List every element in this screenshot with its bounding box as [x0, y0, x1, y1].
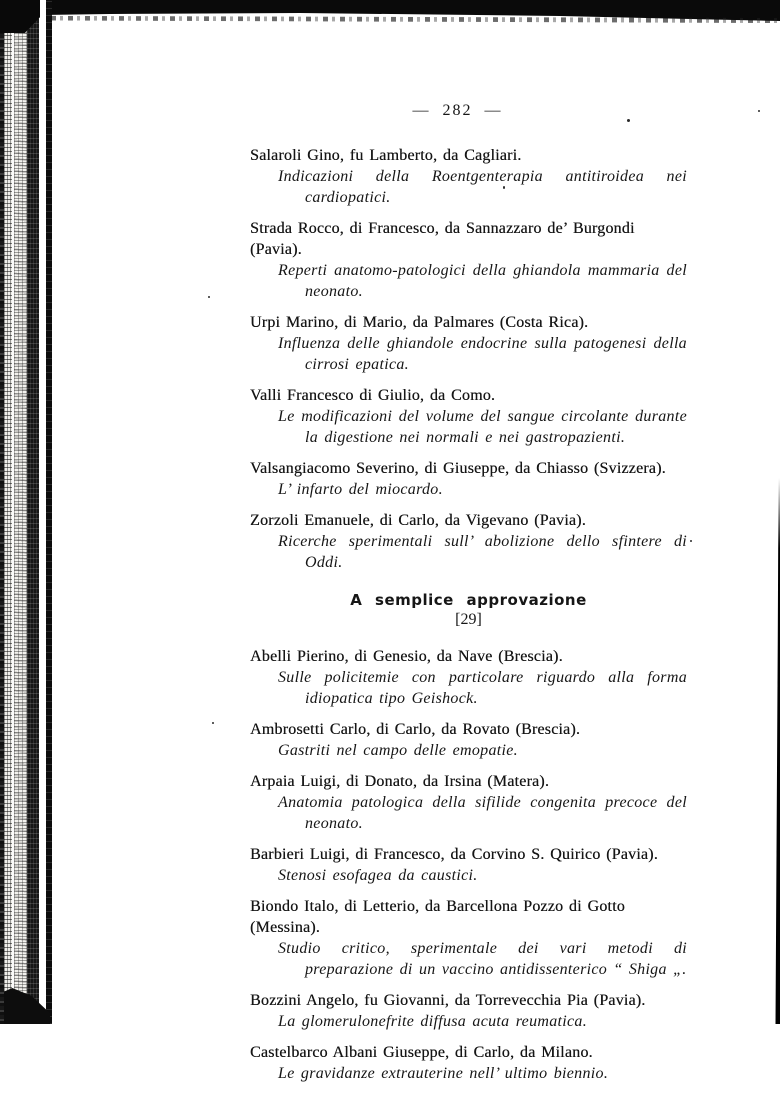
section-heading: A semplice approvazione [350, 591, 587, 609]
thesis-title: Indicazioni della Roentgenterapia antitiroidea nei cardiopatici. [278, 168, 687, 206]
thesis-entry [250, 218, 687, 302]
page-edge-line [46, 0, 52, 1024]
page-text-column [250, 100, 687, 1094]
thesis-entry [250, 312, 687, 375]
scan-right-edge [775, 478, 780, 1024]
thesis-title: Stenosi esofagea da caustici. [278, 867, 478, 884]
thesis-title: La glomerulonefrite diffusa acuta reumatica. [278, 1013, 588, 1030]
thesis-title: Gastriti nel campo delle emopatie. [278, 742, 518, 759]
candidate-name: Urpi Marino, di Mario, da Palmares (Costa Rica). [250, 314, 589, 331]
thesis-title: Studio critico, sperimentale dei vari metodi di preparazione di un vaccino antidissenterico “ Shiga „. [278, 940, 687, 978]
thesis-title: Le modificazioni del volume del sangue circolante durante la digestione nei normali e nei gastropazienti. [278, 408, 687, 446]
thesis-entry [250, 458, 687, 500]
scan-speck [212, 722, 214, 724]
thesis-entry [250, 510, 687, 573]
thesis-title: Reperti anatomo-patologici della ghiandola mammaria del neonato. [278, 262, 687, 300]
candidate-name: Castelbarco Albani Giuseppe, di Carlo, da Milano. [250, 1044, 593, 1061]
scan-speck [208, 296, 210, 298]
page-number: — 282 — [412, 102, 503, 119]
candidate-name: Arpaia Luigi, di Donato, da Irsina (Matera). [250, 773, 550, 790]
thesis-entry [250, 1042, 687, 1084]
candidate-name: Valsangiacomo Severino, di Giuseppe, da Chiasso (Svizzera). [250, 460, 666, 477]
scan-top-edge [0, 0, 780, 32]
book-gutter-gap [39, 0, 46, 1024]
thesis-title: Le gravidanze extrauterine nell’ ultimo biennio. [278, 1065, 609, 1082]
section-count: [29] [455, 611, 482, 628]
scan-speck [758, 110, 760, 112]
candidate-name: Ambrosetti Carlo, di Carlo, da Rovato (Brescia). [250, 721, 581, 738]
candidate-name: Strada Rocco, di Francesco, da Sannazzaro de’ Burgondi (Pavia). [250, 220, 635, 258]
thesis-title: Anatomia patologica della sifilide congenita precoce del neonato. [278, 794, 687, 832]
candidate-name: Valli Francesco di Giulio, da Como. [250, 387, 496, 404]
thesis-entry [250, 844, 687, 886]
thesis-entry [250, 719, 687, 761]
candidate-name: Zorzoli Emanuele, di Carlo, da Vigevano (Pavia). [250, 512, 586, 529]
book-gutter-noise [14, 0, 27, 1024]
candidate-name: Abelli Pierino, di Genesio, da Nave (Brescia). [250, 648, 563, 665]
thesis-entry [250, 896, 687, 980]
thesis-entry [250, 145, 687, 208]
thesis-title: L’ infarto del miocardo. [278, 481, 443, 498]
book-gutter-shadow [27, 0, 39, 1024]
thesis-entry [250, 771, 687, 834]
thesis-title: Ricerche sperimentali sull’ abolizione dello sfintere di Oddi. [278, 533, 687, 571]
scan-speck [690, 540, 692, 542]
thesis-title: Influenza delle ghiandole endocrine sulla patogenesi della cirrosi epatica. [278, 335, 687, 373]
thesis-entry [250, 385, 687, 448]
candidate-name: Biondo Italo, di Letterio, da Barcellona Pozzo di Gotto (Messina). [250, 898, 625, 936]
candidate-name: Barbieri Luigi, di Francesco, da Corvino S. Quirico (Pavia). [250, 846, 658, 863]
thesis-entry [250, 990, 687, 1032]
candidate-name: Salaroli Gino, fu Lamberto, da Cagliari. [250, 147, 522, 164]
thesis-entry [250, 646, 687, 709]
candidate-name: Bozzini Angelo, fu Giovanni, da Torrevecchia Pia (Pavia). [250, 992, 646, 1009]
thesis-title: Sulle policitemie con particolare riguardo alla forma idiopatica tipo Geishock. [278, 669, 687, 707]
book-gutter-noise [4, 0, 12, 1024]
